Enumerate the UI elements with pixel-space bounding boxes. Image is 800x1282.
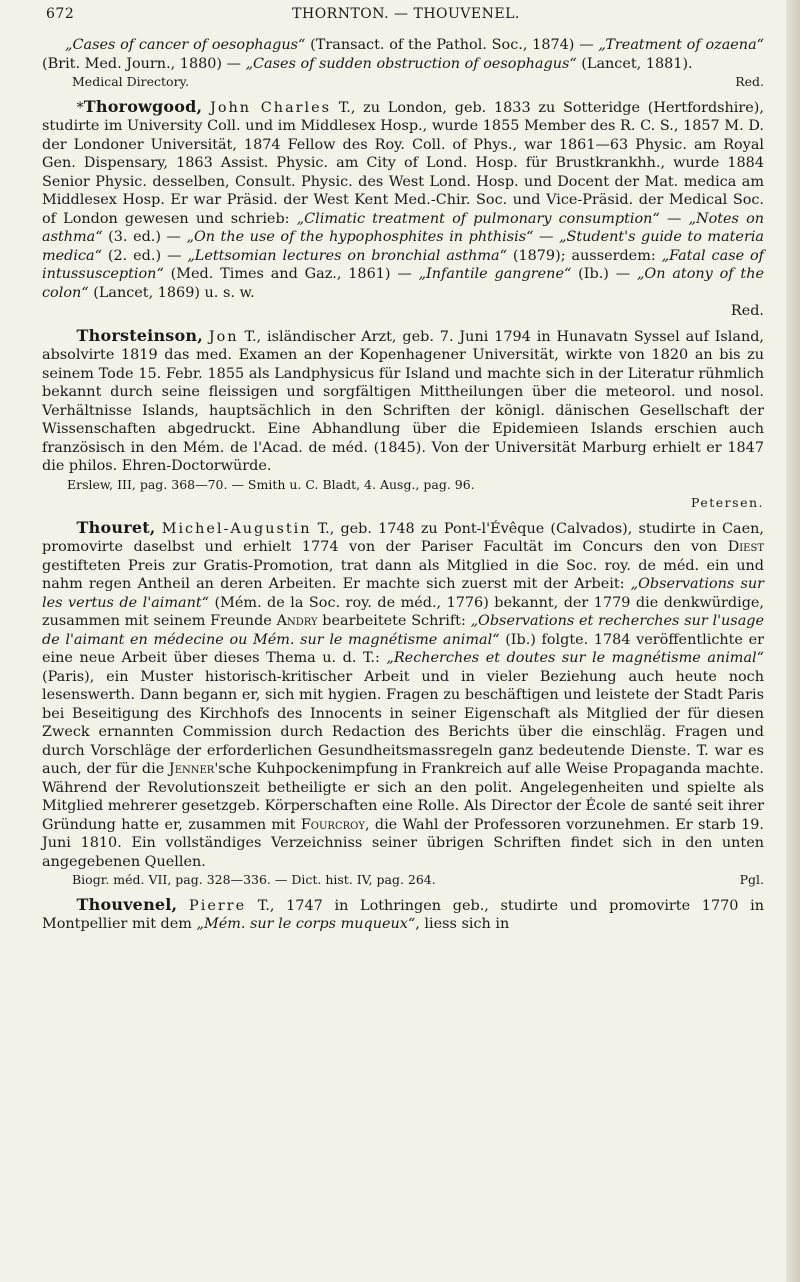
work-title: „Recherches et doutes sur le magnétisme animal“ [386, 650, 764, 666]
work-title: „Infantile gangrene“ [418, 266, 572, 282]
work-title: „Lettsomian lectures on bronchial asthma“ [187, 247, 507, 264]
entry-source: Erslew, III, pag. 368—70. — Smith u. C. Bladt, 4. Ausg., pag. 96. [67, 476, 475, 492]
entry-source-line [42, 871, 764, 890]
entry-thorowgood: *Thorowgood, John Charles T., zu London, geb. 1833 zu Sotteridge (Hertfordshire), studirte im University Coll. und im Middlesex Hosp., wurde 1855 Member des R. C. S., 1857 M. D. der Londoner Universität, 1874 Fellow des Roy. Coll. of Phys., war 1861—63 Physic. am Royal Gen. Dispensary, 1863 Assist. Physic. am City of Lond. Hosp. für Brustkrankhh., wurde 1884 Senior Physic. desselben, Consult. Physic. des West Lond. Hosp. und Docent der Mat. medica am Middlesex Hosp. Er war Präsid. der West Kent Med.-Chir. Soc. und Vice-Präsid. der Medical Soc. of London gewesen und schrieb: „Climatic treatment of pulmonary consumption“ — „Notes on asthma“ (3. ed.) — „On the use of the hypophosphites in phthisis“ — „Student's guide to materia medica“ (2. ed.) — „Lettsomian lectures on bronchial asthma“ (1879); ausserdem: „Fatal case of intussusception“ (Med. Times and Gaz., 1861) — „Infantile gangrene“ (Ib.) — „On atony of the colon“ (Lancet, 1869) u. s. w. [42, 96, 765, 301]
work-title: „Mém. sur le corps muqueux“ [196, 916, 416, 932]
person-name: Diest [727, 539, 764, 555]
work-title: „Notes on asthma“ [42, 210, 764, 245]
work-title: „On atony of the colon“ [42, 266, 764, 301]
entry-author: Red. [730, 303, 764, 319]
work-title: „Fatal case of intussusception“ [42, 247, 765, 282]
page-number: 672 [46, 6, 75, 22]
prev-entry-source-line [42, 73, 764, 92]
page-body [42, 36, 764, 934]
prev-entry-author: Red. [735, 74, 764, 89]
work-title: „Student's guide to materia medica“ [42, 229, 765, 264]
entry-author: Pgl. [739, 872, 764, 887]
work-title: „Cases of sudden obstruction of oesophagus“ [245, 55, 577, 72]
page-header [46, 6, 766, 28]
entry-surname: Thouvenel, [76, 894, 178, 914]
person-name: Fourcroy [300, 816, 365, 833]
entry-author: Petersen. [691, 495, 764, 510]
entry-surname: Thorowgood, [83, 96, 203, 116]
work-title: „Observations et recherches sur l'usage de l'aimant en médecine ou Mém. sur le magnétisme animal“ [42, 613, 765, 648]
prev-entry-text: „Cases of cancer of oesophagus“ (Transact. of the Pathol. Soc., 1874) — „Treatment of ozaena“ (Brit. Med. Journ., 1880) — „Cases of sudden obstruction of oesophagus“ (Lancet, 1881). [42, 37, 765, 72]
entry-thouvenel: Thouvenel, Pierre T., 1747 in Lothringen geb., studirte und promovirte 1770 in Montpellier mit dem „Mém. sur le corps muqueux“, liess sich in [42, 894, 764, 932]
person-name: Andry [276, 613, 318, 629]
work-title: „Observations sur les vertus de l'aimant“ [42, 576, 764, 611]
work-title: „Treatment of ozaena“ [598, 37, 765, 53]
entry-given-name: Jon [208, 328, 239, 345]
prev-entry-source: Medical Directory. [72, 74, 189, 89]
entry-surname: Thouret, [76, 517, 156, 537]
entry-source: Biogr. méd. VII, pag. 328—336. — Dict. hist. IV, pag. 264. [72, 872, 436, 887]
entry-surname: Thorsteinson, [76, 325, 203, 345]
entry-thorsteinson: Thorsteinson, Jon T., isländischer Arzt, geb. 7. Juni 1794 in Hunavatn Syssel auf Island, absolvirte 1819 das med. Examen an der Kopenhagener Universität, wirkte von 1820 an bis zu seinem Tode 15. Febr. 1855 als Landphysicus für Island und machte sich in der Literatur rühmlich bekannt durch seine fleissigen und sorgfältigen Mittheilungen über die meteorol. und nosol. Verhältnisse Islands, hauptsächlich in den Schriften der königl. dänischen Gesellschaft der Wissenschaften abgedruckt. Eine Abhandlung über die Epidemieen Islands erschien auch französisch in den Mém. de l'Acad. de méd. (1845). Von der Universität Marburg erhielt er 1847 die philos. Ehren-Doctorwürde. [42, 325, 764, 474]
entry-given-name: John Charles [210, 99, 332, 116]
work-title: „Cases of cancer of oesophagus“ [65, 37, 306, 53]
running-title: THORNTON. — THOUVENEL. [292, 6, 520, 22]
entry-given-name: Michel-Augustin [161, 520, 312, 537]
work-title: „On the use of the hypophosphites in phthisis“ [186, 229, 534, 245]
person-name: Jenner [168, 761, 215, 777]
entry-thouret: Thouret, Michel-Augustin T., geb. 1748 zu Pont-l'Évêque (Calvados), studirte in Caen, promovirte daselbst und erhielt 1774 von der Pariser Facultät im Concurs den von Diest gestifteten Preis zur Gratis-Promotion, trat dann als Mitglied in die Soc. roy. de méd. ein und nahm regen Antheil an deren Arbeiten. Er machte sich zuerst mit der Arbeit: „Observations sur les vertus de l'aimant“ (Mém. de la Soc. roy. de méd., 1776) bekannt, der 1779 die denkwürdige, zusammen mit seinem Freunde Andry bearbeitete Schrift: „Observations et recherches sur l'usage de l'aimant en médecine ou Mém. sur le magnétisme animal“ (Ib.) folgte. 1784 veröffentlichte er eine neue Arbeit über dieses Thema u. d. T.: „Recherches et doutes sur le magnétisme animal“ (Paris), ein Muster historisch-kritischer Arbeit und in vieler Beziehung auch heute noch lesenswerth. Dann begann er, sich mit hygien. Fragen zu beschäftigen und leistete der Stadt Paris bei Beseitigung des Kirchhofs des Innocents in seiner Eigenschaft als Mitglied der für diesen Zweck ernannten Commission durch Redaction des Berichts über die einschläg. Fragen und durch Vorschläge der erforderlichen Gesundheitsmassregeln ganz bedeutende Dienste. T. war es auch, der für die Jenner'sche Kuhpockenimpfung in Frankreich auf alle Weise Propaganda machte. Während der Revolutionszeit betheiligte er sich an den polit. Angelegenheiten und spielte als Mitglied mehrerer gesetzgeb. Körperschaften eine Rolle. Als Director der École de santé seit ihrer Gründung hatte er, zusammen mit Fourcroy, die Wahl der Professoren vorzunehmen. Er starb 19. Juni 1810. Ein vollständiges Verzeichniss seiner übrigen Schriften findet sich in den unten angegebenen Quellen. [42, 517, 765, 870]
entry-given-name: Pierre [189, 897, 247, 914]
work-title: „Climatic treatment of pulmonary consumption“ [296, 210, 660, 227]
